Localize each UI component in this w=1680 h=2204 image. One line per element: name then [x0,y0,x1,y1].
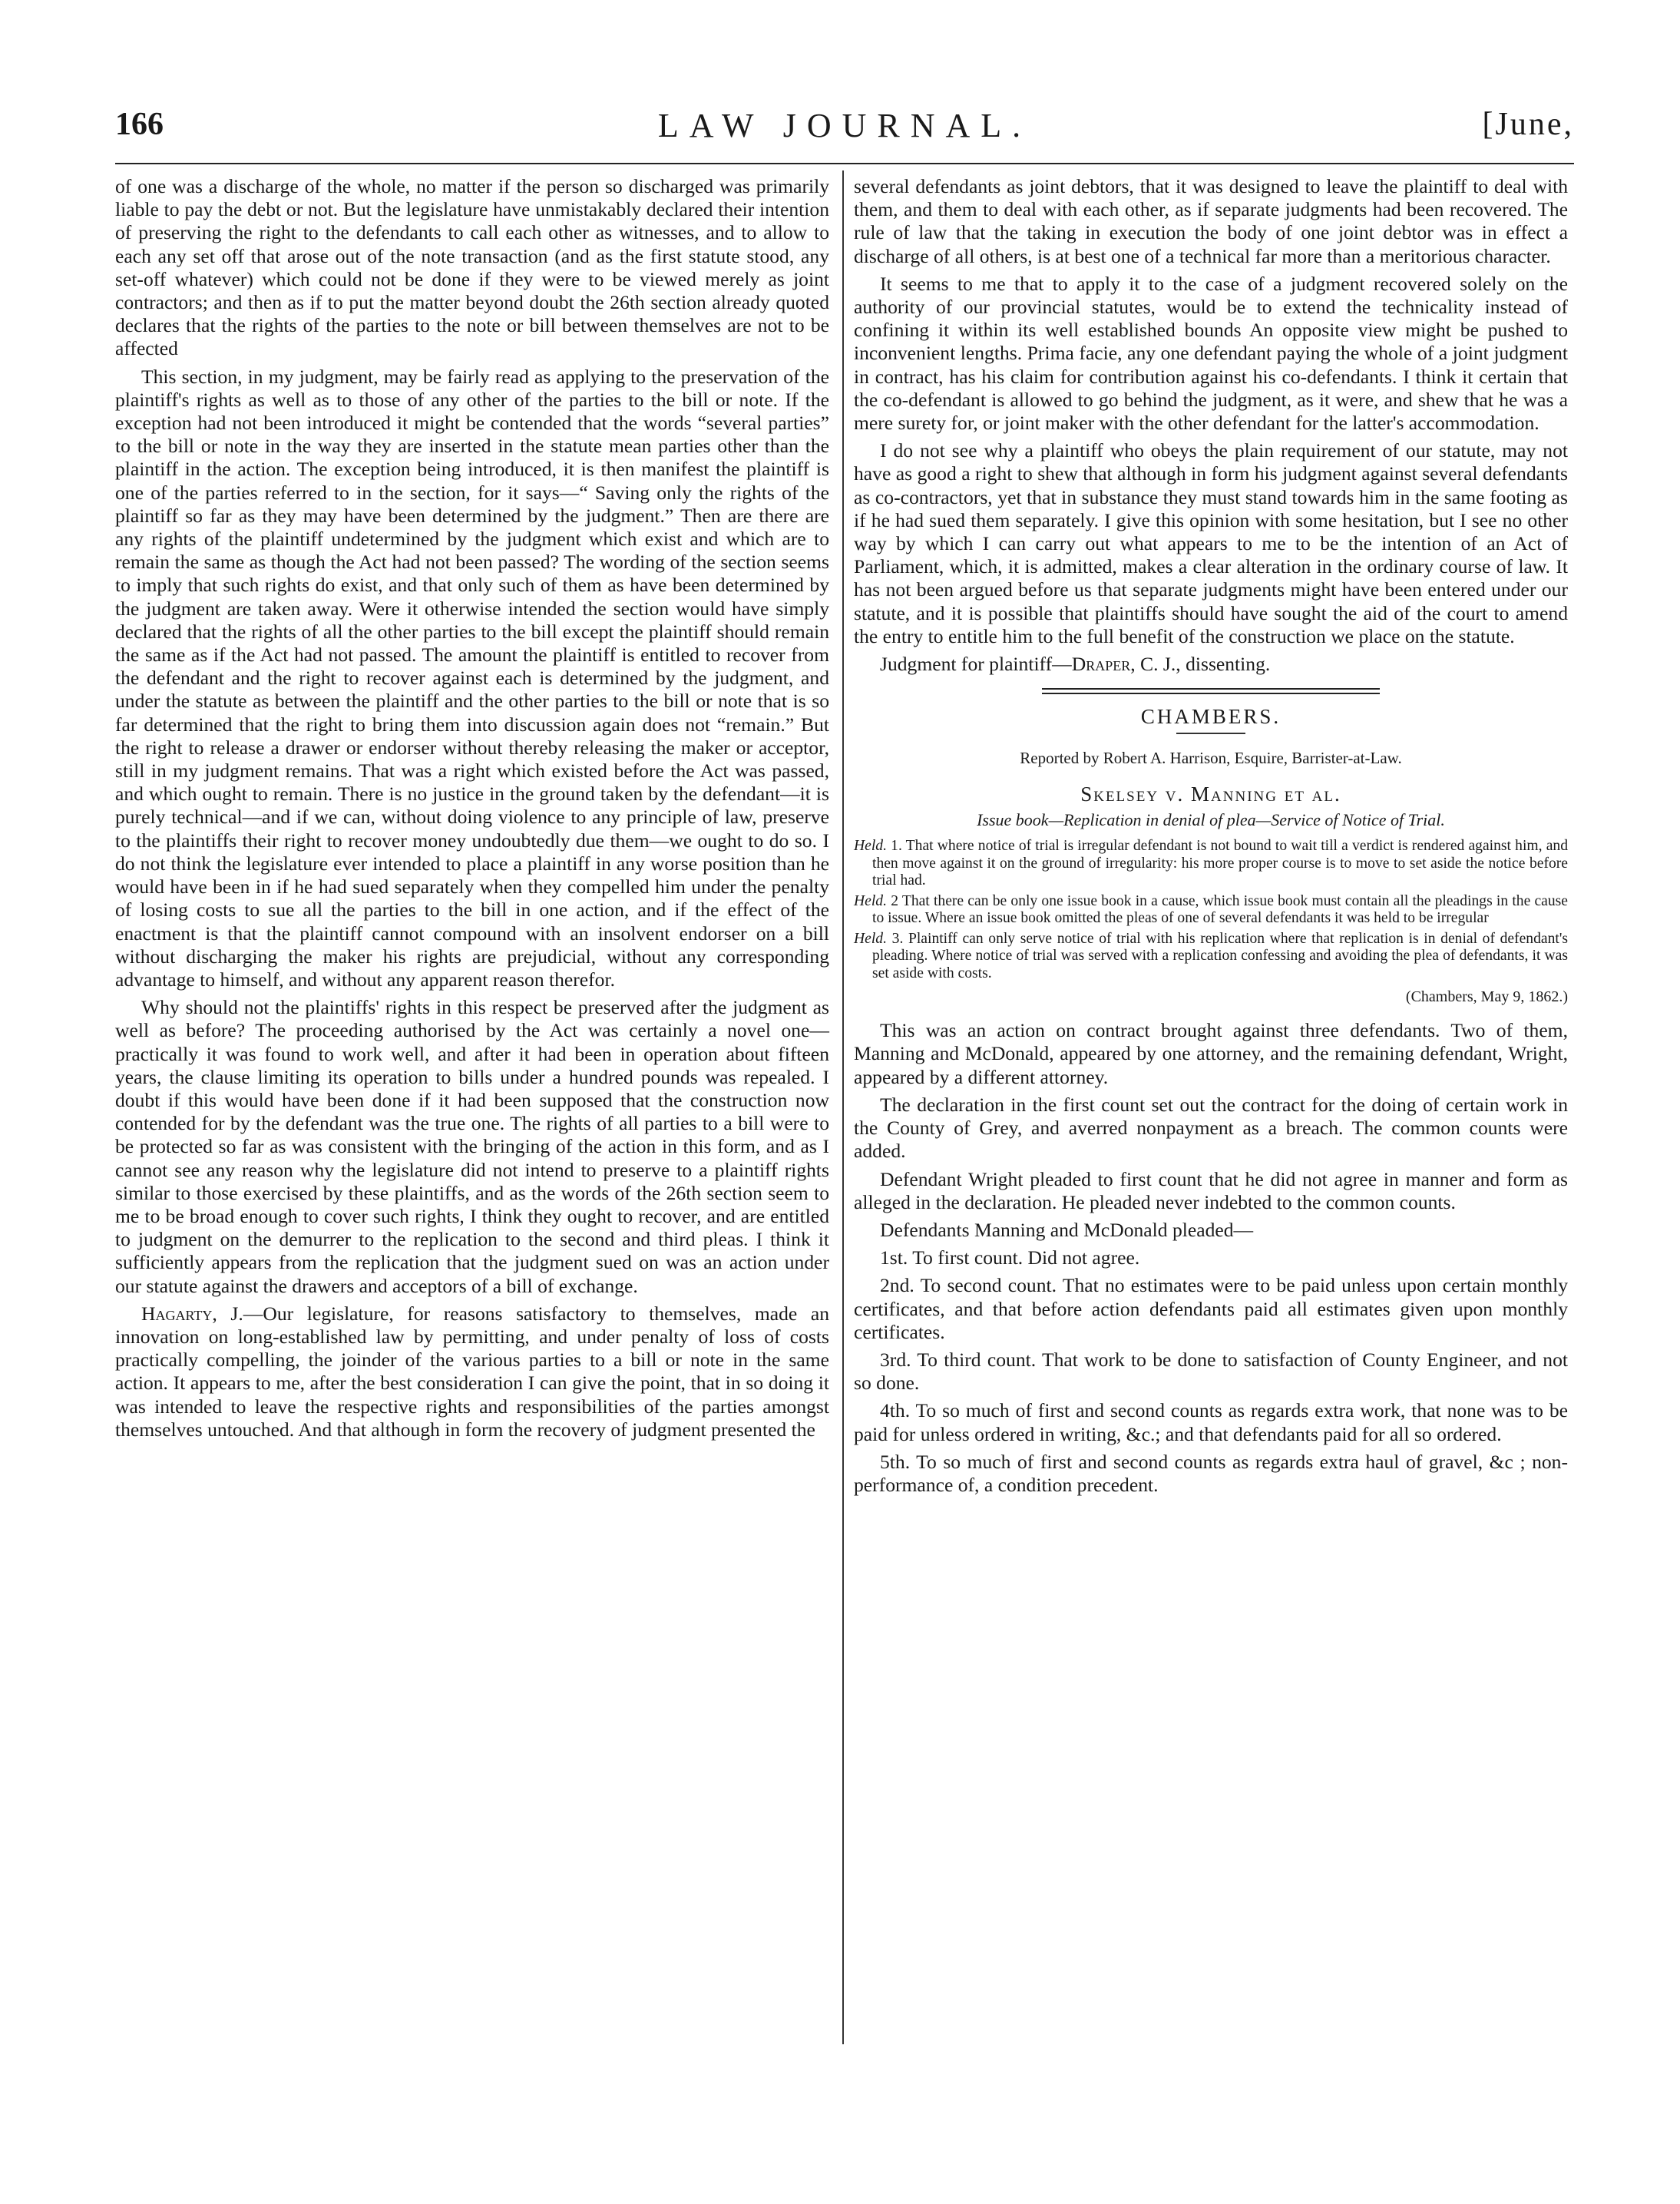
judgment-text: —Our legislature, for reasons satisfactory to themselves, made an innovation on long-established law by permitting, and under penalty of loss of costs practically compelling, the joinder of the various parties to a bill or note in the same action. It appears to me, after the best consideration I can give the point, that in so doing it was intended to leave the respective rights and responsibilities of the parties amongst themselves untouched. And that although in form the recovery of judgment presented the [115,1302,829,1441]
reporter-line: Reported by Robert A. Harrison, Esquire, Barrister-at-Law. [1020,749,1402,768]
paragraph: I do not see why a plaintiff who obeys the plain requirement of our statute, may not have as good a right to shew that although in form his judgment against several defendants as co-contractors, yet that in substance they must stand towards him in the same footing as if he had sued them separately. I give this opinion with some hesitation, but I see no other way by which I can carry out what appears to me to be the intention of an Act of Parliament, which, it is admitted, makes a clear alteration in the ordinary course of law. It has not been argued before us that separate judgments might have been entered under our statute, and it is possible that plaintiffs should have sought the aid of the court to amend the entry to entitle him to the full benefit of the construction we place on the statute. [854,439,1568,647]
plea-item: 3rd. To third count. That work to be done to satisfaction of County Engineer, and not so done. [854,1348,1568,1395]
judge-name: Draper [1071,653,1131,676]
held-item: Held. 1. That where notice of trial is irregular defendant is not bound to wait till a verdict is rendered against him, and then move against it on the ground of irregularity: his more proper course is to move to set aside the notice before trial had. [854,838,1568,889]
case-title: Skelsey v. Manning et al. [1080,782,1341,806]
judge-name: Hagarty, J. [141,1302,243,1325]
header-rule [115,163,1574,164]
paragraph-hagarty [115,1302,829,1441]
paragraph: It seems to me that to apply it to the case of a judgment recovered solely on the authority of our provincial statutes, would be to extend the technicality instead of confining it within its well established bounds An opposite view might be pushed to inconvenient lengths. Prima facie, any one defendant paying the whole of a joint judgment in contract, has his claim for contribution against his co-defendants. I think it certain that the co-defendant is allowed to go behind the judgment, as it were, and shew that he was a mere surety for, or joint maker with the other defendant for the latter's accommodation. [854,272,1568,435]
paragraph: Why should not the plaintiffs' rights in this respect be preserved after the judgment as well as before? The proceeding authorised by the Act was certainly a novel one—practically it was found to work well, and after it had been in operation about fifteen years, the clause limiting its operation to bills under a hundred pounds was repealed. I doubt if this would have been done if it had been supposed that the construction now contended for by the defendant was the true one. The rights of all parties to a bill were to be protected so far as was consistent with the bringing of the action in this form, and as I cannot see any reason why the legislature did not intend to preserve to a plaintiff rights similar to those exercised by these plaintiffs, and as the words of the 26th section seem to me to be broad enough to cover such rights, I think they ought to recover, and are entitled to judgment on the demurrer to the replication to the second and third pleas. I think it sufficiently appears from the replication that the judgment sued on was an action under our statute against the drawers and acceptors of a bill of exchange. [115,996,829,1297]
plea-item: 1st. To first count. Did not agree. [880,1246,1140,1269]
section-title: CHAMBERS. [1140,705,1281,729]
paragraph: The declaration in the first count set out the contract for the doing of certain work in the County of Grey, and averred nonpayment as a breach. The common counts were added. [854,1093,1568,1163]
plea-item: 2nd. To second count. That no estimates were to be paid unless upon certain monthly certificates, and that before action defendants paid all estimates given upon monthly certificates. [854,1274,1568,1343]
left-column [115,175,829,1446]
plea-item: 4th. To so much of first and second counts as regards extra work, that none was to be paid for unless ordered in writing, &c.; and that defendants paid for all so ordered. [854,1399,1568,1445]
paragraph: This was an action on contract brought against three defendants. Two of them, Manning and McDonald, appeared by one attorney, and the remaining defendant, Wright, appeared by a different attorney. [854,1019,1568,1088]
paragraph: of one was a discharge of the whole, no matter if the person so discharged was primarily liable to pay the debt or not. But the legislature have unmistakably declared their intention of preserving the right to the defendants to call each other as witnesses, and to allow to each any set off that arose out of the note transaction (and as the first statute stood, any set-off whatever) which could not be done if they were to be viewed merely as joint contractors; and then as if to put the matter beyond doubt the 26th section already quoted declares that the rights of the parties to the note or bill between themselves are not to be affected [115,175,829,360]
issue-month: [June, [1482,107,1574,142]
paragraph: several defendants as joint debtors, that it was designed to leave the plaintiff to deal with them, and them to deal with each other, as if separate judgments had been recovered. The rule of law that the taking in execution the body of one joint debtor was in effect a discharge of all others, is at best one of a technical far more than a meritorious character. [854,175,1568,267]
plea-item: 5th. To so much of first and second counts as regards extra haul of gravel, &c ; non-performance of, a condition precedent. [854,1450,1568,1496]
paragraph: This section, in my judgment, may be fairly read as applying to the preservation of the plaintiff's rights as well as to those of any other of the parties to the bill or note. If the exception had not been introduced it might be contended that the words “several parties” to the bill or note in the way they are inserted in the statute mean parties other than the plaintiff in the action. The exception being introduced, it is then manifest the plaintiff is one of the parties referred to in the section, for it says—“ Saving only the rights of the plaintiff so far as they may have been determined by the judgment.” Then are there are any rights of the plaintiff undetermined by the judgment which exist and which are to remain the same as though the Act had not been passed? The wording of the section seems to imply that such rights do exist, and that only such of them as have been determined by the judgment are taken away. Were it otherwise intended the section would have simply declared that the rights of all the other parties to the bill except the plaintiff should remain the same as if the Act had not passed. The amount the plaintiff is entitled to recover from the defendant and the right to recover against each is determined by the judgment, and under the statute as between the plaintiff and the other parties to the bill or note that is so far determined that the right to bring them into discussion again does not “remain.” But the right to release a drawer or endorser without thereby releasing the maker or acceptor, still in my judgment remains. That was a right which existed before the Act was passed, and which ought to remain. There is no justice in the ground taken by the defendant—it is purely technical—and if we can, without doing violence to any principle of law, preserve to the plaintiffs their right to recover money undoubtedly due them—we ought to do so. I do not think the legislature ever intended to place a plaintiff in any worse position than he would have been in if he had sued separately when they compelled him under the penalty of losing costs to sue all the parties to the bill in one action, and if the effect of the enactment is that the plaintiff cannot compound with an insolvent endorser on a bill without discharging the maker his rights are prejudicial, without any corresponding advantage to himself, and without any apparent reason therefor. [115,365,829,991]
running-header [115,106,1574,160]
column-divider [842,170,844,2044]
journal-title: LAW JOURNAL. [657,107,1032,144]
held-item: Held. 2 That there can be only one issue book in a cause, which issue book must contain all the pleadings in the cause to issue. Where an issue book omitted the pleas of one of several defendants it was held to be irregular [854,892,1568,927]
judgment-line: Judgment for plaintiff—Draper, C. J., dissenting. [880,653,1271,676]
section-rule [1042,693,1380,694]
short-rule [1176,733,1245,734]
case-citation: (Chambers, May 9, 1862.) [1405,988,1568,1006]
case-subject: Issue book—Replication in denial of plea—Service of Notice of Trial. [977,809,1445,829]
paragraph: Defendant Wright pleaded to first count that he did not agree in manner and form as alleged in the declaration. He pleaded never indebted to the common counts. [854,1167,1568,1213]
right-column [854,175,1568,1501]
paragraph: Defendants Manning and McDonald pleaded— [880,1218,1254,1241]
held-item: Held. 3. Plaintiff can only serve notice of trial with his replication where that replication is in denial of defendant's pleading. Where notice of trial was served with a replication confessing and avoiding the plea of defendants, it was set aside with costs. [854,930,1568,981]
page-number: 166 [115,107,164,142]
section-rule [1042,688,1380,690]
